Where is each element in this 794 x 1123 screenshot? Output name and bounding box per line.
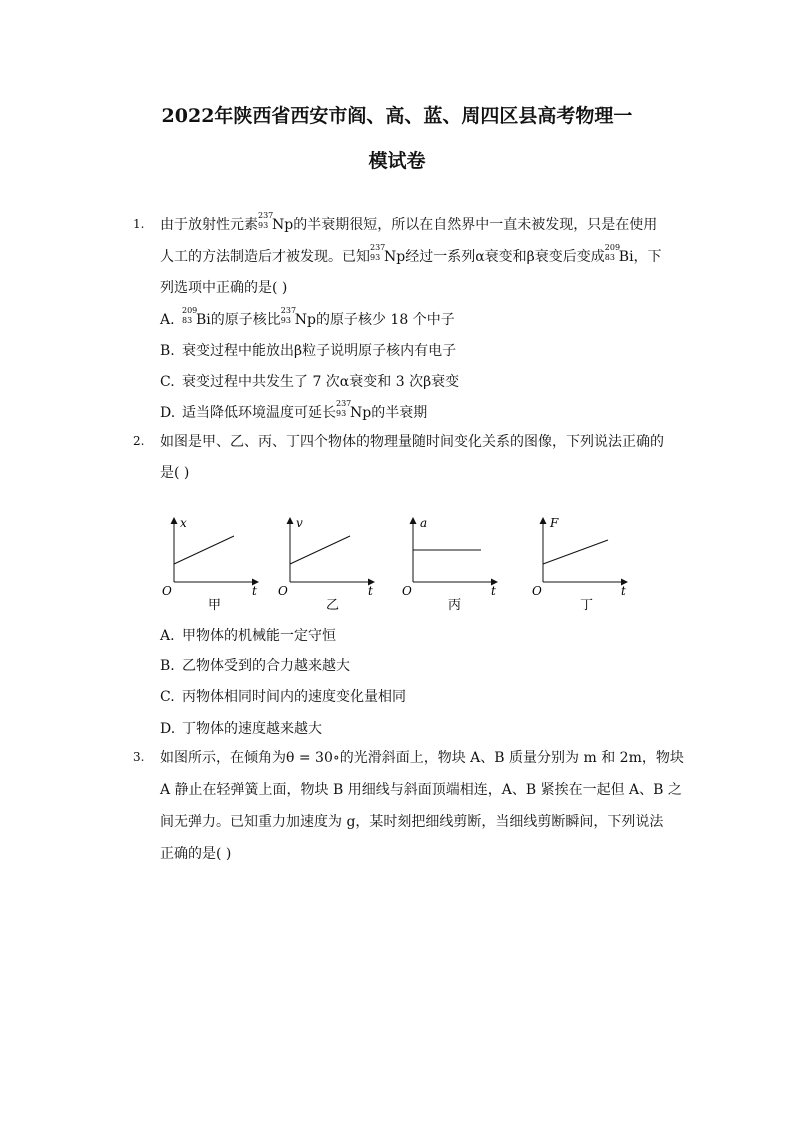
question-2-line-2: 是( ) — [160, 465, 190, 481]
q1-option-b[interactable]: B. 衰变过程中能放出β粒子说明原子核内有电子 — [160, 343, 457, 359]
nuclide-np: 237 93 — [336, 399, 352, 418]
graph-jia-origin: O — [162, 584, 172, 598]
graph-bing — [402, 516, 497, 613]
nuclide-np: 237 93 — [258, 211, 274, 230]
question-1-line-3: 列选项中正确的是( ) — [160, 280, 288, 296]
graph-yi-data-line — [290, 536, 350, 564]
graph-jia — [162, 516, 258, 613]
question-2-line-1: 如图是甲、乙、丙、丁四个物体的物理量随时间变化关系的图像，下列说法正确的 — [160, 434, 664, 450]
graph-ding-data-line — [543, 540, 608, 564]
graph-yi-caption: 乙 — [326, 598, 340, 613]
graph-yi-y-label: v — [296, 516, 303, 530]
q2-option-b[interactable]: B. 乙物体受到的合力越来越大 — [160, 658, 350, 674]
graph-jia-data-line — [174, 536, 234, 564]
q2-option-c[interactable]: C. 丙物体相同时间内的速度变化量相同 — [160, 689, 406, 705]
graph-ding-y-label: F — [550, 516, 559, 530]
graph-bing-x-label: t — [491, 584, 496, 598]
question-3-number: 3. — [133, 750, 145, 764]
nuclide-bi: 209 83 — [182, 306, 198, 325]
graph-bing-origin: O — [402, 584, 412, 598]
graph-ding-caption: 丁 — [580, 598, 594, 613]
q2-option-d[interactable]: D. 丁物体的速度越来越大 — [160, 721, 322, 737]
question-3-line-2: A 静止在轻弹簧上面，物块 B 用细线与斜面顶端相连，A、B 紧挨在一起但 A、B 之 — [160, 782, 682, 798]
page-title-line-2: 模试卷 — [368, 150, 426, 172]
page-title-line-1: 2022年陕西省西安市阎、高、蓝、周四区县高考物理一 — [161, 105, 633, 127]
graph-ding — [532, 516, 627, 613]
nuclide-np: 237 93 — [370, 243, 386, 262]
q1-option-c[interactable]: C. 衰变过程中共发生了 7 次α衰变和 3 次β衰变 — [160, 374, 460, 390]
graph-yi-origin: O — [278, 584, 288, 598]
graph-yi — [278, 516, 374, 613]
graph-ding-x-label: t — [621, 584, 626, 598]
q2-option-a[interactable]: A. 甲物体的机械能一定守恒 — [160, 628, 336, 644]
graph-jia-y-label: x — [180, 516, 187, 530]
question-3-line-1: 如图所示，在倾角为θ = 30∘的光滑斜面上，物块 A、B 质量分别为 m 和 2m，物块 — [160, 750, 684, 766]
q1-option-d[interactable]: D. 适当降低环境温度可延长 237 93 Np的半衰期 — [160, 399, 428, 421]
graph-yi-x-label: t — [368, 584, 373, 598]
question-1-line-2: 人工的方法制造后才被发现。已知 237 93 Np经过一系列α衰变和β衰变后变成 209 83 Bi，下 — [160, 243, 662, 265]
question-1-line-1: 由于放射性元素 237 93 Np的半衰期很短，所以在自然界中一直未被发现，只是在使用 — [160, 211, 658, 233]
question-1-number: 1. — [133, 217, 145, 231]
graph-bing-caption: 丙 — [448, 598, 462, 613]
graph-bing-y-label: a — [420, 516, 428, 530]
nuclide-bi: 209 83 — [604, 243, 621, 262]
nuclide-np: 237 93 — [280, 306, 297, 325]
graph-ding-origin: O — [532, 584, 542, 598]
question-3-line-4: 正确的是( ) — [160, 846, 232, 862]
question-3-line-3: 间无弹力。已知重力加速度为 g，某时刻把细线剪断，当细线剪断瞬间，下列说法 — [160, 814, 664, 830]
graph-jia-caption: 甲 — [208, 598, 222, 613]
motion-graphs-figure — [150, 512, 640, 617]
question-2-number: 2. — [133, 434, 145, 448]
graph-jia-x-label: t — [252, 584, 257, 598]
q1-option-a[interactable]: A. 209 83 Bi的原子核比 237 93 Np的原子核少 18 个中子 — [160, 306, 455, 328]
